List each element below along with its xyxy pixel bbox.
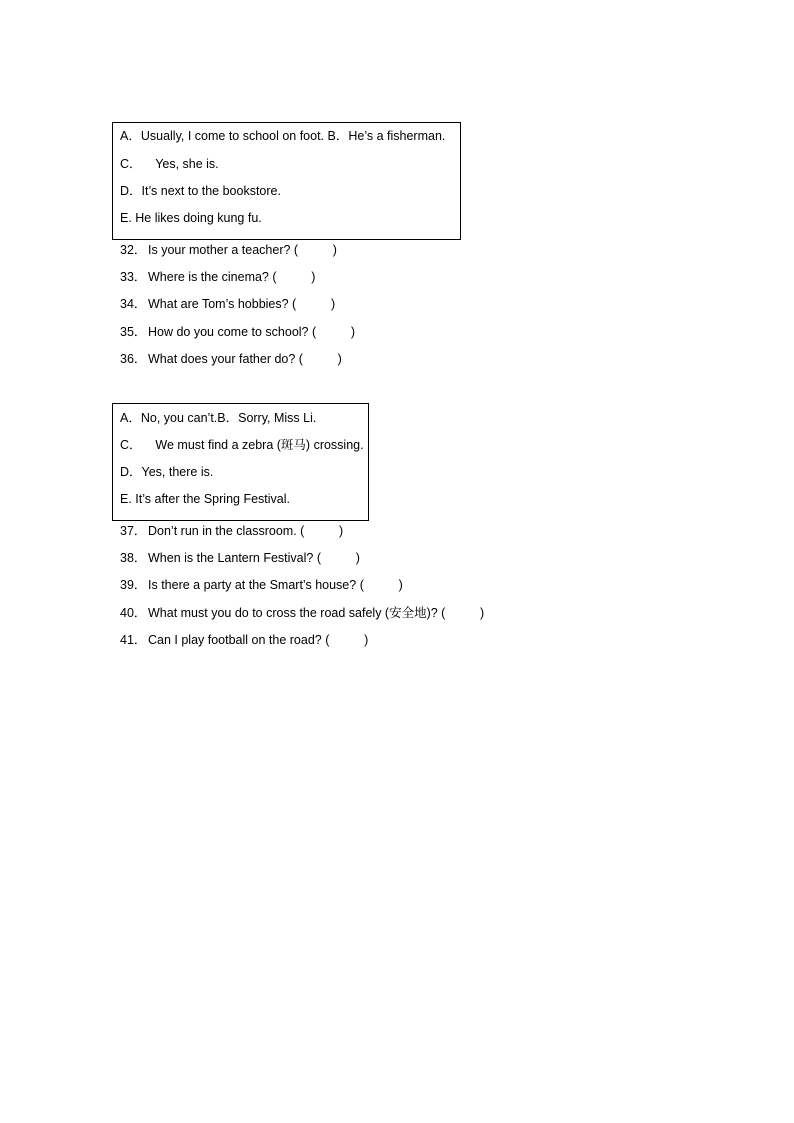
question-32	[120, 242, 337, 258]
question-text: Where is the cinema? ( )	[148, 270, 316, 284]
question-text: Is there a party at the Smart’s house? ( )	[148, 578, 403, 592]
question-text: Don’t run in the classroom. ( )	[148, 524, 344, 538]
option-a: A．Usually, I come to school on foot. B．He’s a fisherman.	[120, 129, 446, 143]
question-text: When is the Lantern Festival? ( )	[148, 551, 360, 565]
question-38	[120, 550, 360, 566]
question-number: 37．	[120, 524, 147, 538]
question-37	[120, 523, 343, 539]
option-d: D．Yes, there is.	[120, 465, 214, 479]
question-35	[120, 324, 355, 340]
question-number: 34．	[120, 297, 147, 311]
question-number: 35．	[120, 325, 147, 339]
question-41	[120, 632, 368, 648]
option-c: C． We must find a zebra (斑马) crossing.	[120, 438, 364, 452]
question-text: What must you do to cross the road safely (安全地)? ( )	[148, 606, 485, 620]
option-d: D．It’s next to the bookstore.	[120, 184, 281, 198]
question-33	[120, 269, 315, 285]
question-number: 36．	[120, 352, 147, 366]
question-40	[120, 605, 484, 621]
question-text: Can I play football on the road? ( )	[148, 633, 369, 647]
question-number: 40．	[120, 606, 147, 620]
question-text: Is your mother a teacher? ( )	[148, 243, 337, 257]
option-c: C． Yes, she is.	[120, 157, 219, 171]
question-number: 33．	[120, 270, 147, 284]
question-text: How do you come to school? ( )	[148, 325, 356, 339]
question-number: 41．	[120, 633, 147, 647]
option-e: E. He likes doing kung fu.	[120, 211, 262, 225]
question-number: 32．	[120, 243, 147, 257]
question-39	[120, 577, 403, 593]
option-a: A．No, you can’t.B．Sorry, Miss Li.	[120, 411, 317, 425]
question-text: What are Tom’s hobbies? ( )	[148, 297, 336, 311]
question-text: What does your father do? ( )	[148, 352, 342, 366]
question-36	[120, 351, 342, 367]
question-34	[120, 296, 335, 312]
question-number: 38．	[120, 551, 147, 565]
option-e: E. It’s after the Spring Festival.	[120, 492, 290, 506]
question-number: 39．	[120, 578, 147, 592]
